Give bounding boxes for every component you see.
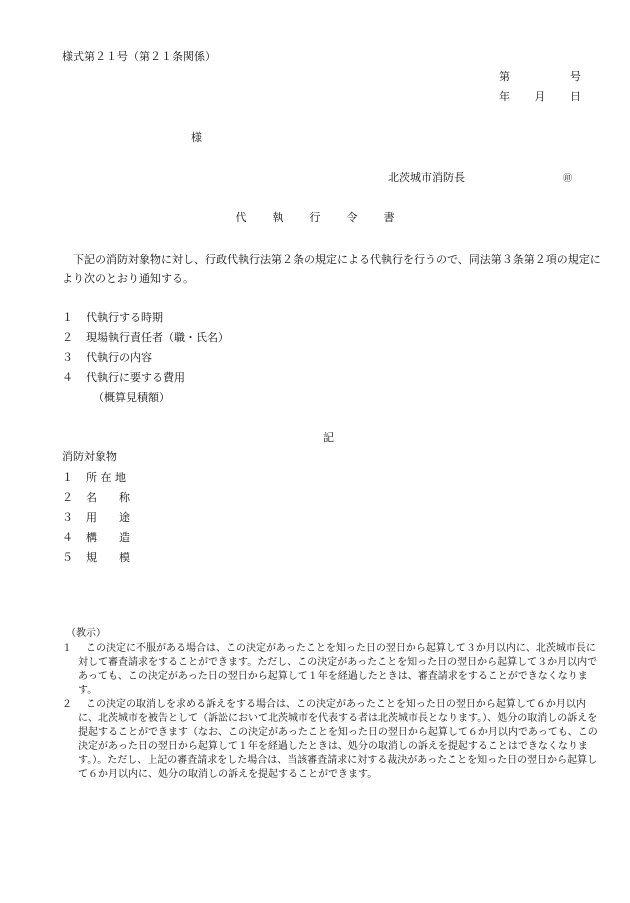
item-label: 代執行に要する費用 bbox=[86, 371, 185, 384]
seal-mark: ㊞ bbox=[563, 174, 573, 184]
list-item bbox=[62, 310, 229, 330]
notice-title: （教示） bbox=[66, 628, 106, 639]
cost-estimate-note: （概算見積額） bbox=[93, 391, 170, 404]
doc-number-prefix: 第 bbox=[499, 70, 510, 83]
list-item bbox=[62, 530, 130, 550]
document-title bbox=[0, 210, 630, 226]
title-char: 令 bbox=[346, 211, 358, 224]
field-number: ５ bbox=[62, 551, 73, 564]
list-item bbox=[62, 330, 229, 350]
item-number: ４ bbox=[62, 371, 73, 384]
item-number: １ bbox=[62, 311, 73, 324]
sender-name: 北茨城市消防長 bbox=[388, 171, 465, 184]
list-item bbox=[62, 350, 229, 370]
field-label: 用 途 bbox=[86, 511, 130, 524]
title-char: 書 bbox=[383, 211, 395, 224]
date-year: 年 bbox=[499, 90, 510, 103]
title-char: 代 bbox=[235, 211, 247, 224]
title-char: 執 bbox=[272, 211, 284, 224]
recipient-suffix: 様 bbox=[191, 131, 202, 144]
intro-paragraph: 下記の消防対象物に対し、行政代執行法第２条の規定による代執行を行うので、同法第３条第２項の規定により次のとおり通知する。 bbox=[62, 253, 601, 285]
doc-number-suffix: 号 bbox=[570, 70, 581, 83]
target-label: 消防対象物 bbox=[62, 450, 117, 463]
item-label: 代執行する時期 bbox=[86, 311, 163, 324]
date-month: 月 bbox=[534, 90, 546, 103]
list-item bbox=[62, 470, 130, 490]
appeal-notice bbox=[62, 627, 602, 782]
ki-heading: 記 bbox=[323, 431, 334, 444]
item-number: ２ bbox=[62, 331, 73, 344]
field-number: ２ bbox=[62, 491, 73, 504]
item-label: 現場執行責任者（職・氏名） bbox=[86, 331, 229, 344]
field-label: 規 模 bbox=[86, 551, 130, 564]
document-date bbox=[499, 89, 581, 105]
field-number: ４ bbox=[62, 531, 73, 544]
field-label: 所 在 地 bbox=[86, 471, 126, 484]
field-label: 構 造 bbox=[86, 531, 130, 544]
paragraph-number: １ bbox=[62, 643, 72, 654]
item-label: 代執行の内容 bbox=[86, 351, 152, 364]
list-item bbox=[62, 510, 130, 530]
date-day: 日 bbox=[570, 90, 581, 103]
paragraph-number: ２ bbox=[62, 699, 72, 710]
notice-paragraph bbox=[62, 642, 602, 698]
form-number: 様式第２１号（第２１条関係） bbox=[62, 50, 216, 63]
field-number: ３ bbox=[62, 511, 73, 524]
list-item bbox=[62, 490, 130, 510]
item-number: ３ bbox=[62, 351, 73, 364]
list-item bbox=[62, 370, 229, 390]
document-number bbox=[499, 69, 581, 89]
field-number: １ bbox=[62, 471, 73, 484]
target-fields bbox=[62, 470, 130, 570]
paragraph-text: この決定に不服がある場合は、この決定があったことを知った日の翌日から起算して３か月以内に、北茨城市長に対して審査請求をすることができます。ただし、この決定があったことを知った日の翌日から起算して３か月以内であっても、この決定があった日の翌日から起算して１年を経過したときは、審査請求をすることができなくなります。 bbox=[78, 643, 598, 696]
notice-paragraph bbox=[62, 698, 602, 782]
title-char: 行 bbox=[309, 211, 321, 224]
field-label: 名 称 bbox=[86, 491, 130, 504]
paragraph-text: この決定の取消しを求める訴えをする場合は、この決定があったことを知った日の翌日から起算して６か月以内に、北茨城市を被告として（訴訟において北茨城市を代表する者は北茨城市長となります。）、処分の取消しの訴えを提起することができます（なお、この決定があったことを知った日の翌日から起算して６か月以内であっても、この決定があった日の翌日から起算して１年を経過したときは、処分の取消しの訴えを提起することはできなくなります。）。ただし、上記の審査請求をした場合は、当該審査請求に対する裁決があったことを知った日の翌日から起算して６か月以内に、処分の取消しの訴えを提起することができます。 bbox=[78, 699, 598, 780]
list-item bbox=[62, 550, 130, 570]
notice-items bbox=[62, 310, 229, 390]
